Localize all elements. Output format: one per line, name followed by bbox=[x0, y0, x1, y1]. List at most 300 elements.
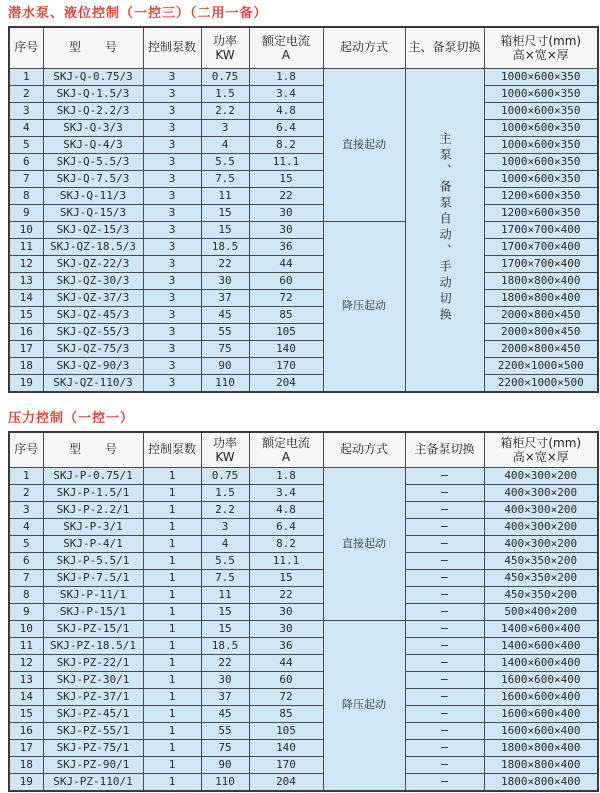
seq-cell: 10 bbox=[9, 621, 43, 638]
header-line1: 箱柜尺寸(mm) bbox=[500, 34, 582, 48]
seq-cell: 4 bbox=[9, 120, 43, 137]
header-row bbox=[9, 27, 598, 69]
table1-title: 潜水泵、液位控制（一控三）（二用一备） bbox=[8, 6, 268, 21]
power-cell: 0.75 bbox=[201, 468, 249, 485]
model-cell: SKJ-PZ-30/1 bbox=[43, 672, 143, 689]
header-line1: 功率 bbox=[212, 436, 237, 450]
switch-mode-cell: − bbox=[405, 536, 484, 553]
table-row bbox=[9, 621, 598, 638]
seq-cell: 19 bbox=[9, 774, 43, 792]
power-cell: 7.5 bbox=[201, 570, 249, 587]
current-cell: 6.4 bbox=[249, 120, 323, 137]
table-row bbox=[9, 256, 598, 273]
model-cell: SKJ-PZ-90/1 bbox=[43, 757, 143, 774]
current-cell: 22 bbox=[249, 587, 323, 604]
cabinet-size-cell: 1400×600×400 bbox=[484, 638, 598, 655]
switch-mode-cell: − bbox=[405, 570, 484, 587]
cabinet-size-cell: 1400×600×400 bbox=[484, 621, 598, 638]
table-row bbox=[9, 519, 598, 536]
seq-cell: 12 bbox=[9, 655, 43, 672]
cabinet-size-cell: 1700×700×400 bbox=[484, 256, 598, 273]
switch-mode-cell: − bbox=[405, 757, 484, 774]
power-cell: 75 bbox=[201, 341, 249, 358]
table-row bbox=[9, 706, 598, 723]
cabinet-size-cell: 400×300×200 bbox=[484, 502, 598, 519]
table-row bbox=[9, 655, 598, 672]
current-cell: 60 bbox=[249, 672, 323, 689]
power-cell: 4 bbox=[201, 137, 249, 154]
col-header-start: 起动方式 bbox=[323, 432, 405, 468]
model-cell: SKJ-Q-4/3 bbox=[43, 137, 143, 154]
table-row bbox=[9, 757, 598, 774]
current-cell: 6.4 bbox=[249, 519, 323, 536]
table-row bbox=[9, 468, 598, 485]
power-cell: 4 bbox=[201, 536, 249, 553]
cabinet-size-cell: 1000×600×350 bbox=[484, 171, 598, 188]
switch-mode-cell: − bbox=[405, 604, 484, 621]
seq-cell: 5 bbox=[9, 536, 43, 553]
pumps-cell: 3 bbox=[143, 239, 201, 256]
model-cell: SKJ-QZ-22/3 bbox=[43, 256, 143, 273]
table-row bbox=[9, 307, 598, 324]
table-row bbox=[9, 324, 598, 341]
pumps-cell: 1 bbox=[143, 655, 201, 672]
header-line1: 额定电流 bbox=[261, 436, 310, 450]
header-line1: 箱柜尺寸(mm) bbox=[500, 436, 582, 450]
col-header-switch: 主、备泵切换 bbox=[405, 27, 484, 69]
start-mode-cell: 直接起动 bbox=[323, 69, 405, 222]
current-cell: 30 bbox=[249, 205, 323, 222]
cabinet-size-cell: 2200×1000×500 bbox=[484, 375, 598, 393]
cabinet-size-cell: 500×400×200 bbox=[484, 604, 598, 621]
model-cell: SKJ-PZ-45/1 bbox=[43, 706, 143, 723]
pumps-cell: 3 bbox=[143, 103, 201, 120]
cabinet-size-cell: 400×300×200 bbox=[484, 468, 598, 485]
switch-mode-cell: − bbox=[405, 638, 484, 655]
table-row bbox=[9, 536, 598, 553]
model-cell: SKJ-P-15/1 bbox=[43, 604, 143, 621]
power-cell: 3 bbox=[201, 519, 249, 536]
table-row bbox=[9, 604, 598, 621]
power-cell: 30 bbox=[201, 273, 249, 290]
model-cell: SKJ-QZ-37/3 bbox=[43, 290, 143, 307]
table-row bbox=[9, 171, 598, 188]
seq-cell: 9 bbox=[9, 604, 43, 621]
model-cell: SKJ-P-11/1 bbox=[43, 587, 143, 604]
pumps-cell: 1 bbox=[143, 689, 201, 706]
model-cell: SKJ-QZ-18.5/3 bbox=[43, 239, 143, 256]
pressure-control-table bbox=[8, 431, 599, 792]
pumps-cell: 1 bbox=[143, 536, 201, 553]
table-row bbox=[9, 672, 598, 689]
col-header-power bbox=[201, 432, 249, 468]
seq-cell: 7 bbox=[9, 171, 43, 188]
table-row bbox=[9, 774, 598, 792]
current-cell: 3.4 bbox=[249, 485, 323, 502]
current-cell: 36 bbox=[249, 638, 323, 655]
table-row bbox=[9, 69, 598, 86]
model-cell: SKJ-Q-11/3 bbox=[43, 188, 143, 205]
current-cell: 170 bbox=[249, 757, 323, 774]
current-cell: 170 bbox=[249, 358, 323, 375]
cabinet-size-cell: 1800×800×400 bbox=[484, 290, 598, 307]
switch-mode-cell: − bbox=[405, 553, 484, 570]
power-cell: 22 bbox=[201, 655, 249, 672]
header-line2: KW bbox=[215, 450, 235, 464]
switch-mode-cell: − bbox=[405, 587, 484, 604]
switch-mode-cell bbox=[405, 69, 484, 393]
current-cell: 85 bbox=[249, 706, 323, 723]
col-header-current bbox=[249, 432, 323, 468]
start-mode-cell: 直接起动 bbox=[323, 468, 405, 621]
table-row bbox=[9, 137, 598, 154]
table-row bbox=[9, 375, 598, 393]
cabinet-size-cell: 2000×800×450 bbox=[484, 307, 598, 324]
model-cell: SKJ-QZ-90/3 bbox=[43, 358, 143, 375]
table-row bbox=[9, 740, 598, 757]
power-cell: 5.5 bbox=[201, 154, 249, 171]
switch-mode-cell: − bbox=[405, 672, 484, 689]
cabinet-size-cell: 400×300×200 bbox=[484, 519, 598, 536]
current-cell: 105 bbox=[249, 324, 323, 341]
header-line2: 高×宽×厚 bbox=[512, 48, 569, 62]
seq-cell: 1 bbox=[9, 69, 43, 86]
current-cell: 204 bbox=[249, 774, 323, 792]
model-cell: SKJ-Q-0.75/3 bbox=[43, 69, 143, 86]
pumps-cell: 1 bbox=[143, 553, 201, 570]
cabinet-size-cell: 450×350×200 bbox=[484, 553, 598, 570]
table-row bbox=[9, 205, 598, 222]
current-cell: 44 bbox=[249, 655, 323, 672]
model-cell: SKJ-QZ-45/3 bbox=[43, 307, 143, 324]
header-line2: KW bbox=[215, 48, 235, 62]
power-cell: 22 bbox=[201, 256, 249, 273]
current-cell: 60 bbox=[249, 273, 323, 290]
table-row bbox=[9, 358, 598, 375]
current-cell: 30 bbox=[249, 222, 323, 239]
col-header-power bbox=[201, 27, 249, 69]
power-cell: 90 bbox=[201, 358, 249, 375]
model-cell: SKJ-PZ-110/1 bbox=[43, 774, 143, 792]
pumps-cell: 3 bbox=[143, 222, 201, 239]
table-row bbox=[9, 485, 598, 502]
cabinet-size-cell: 1600×600×400 bbox=[484, 689, 598, 706]
model-cell: SKJ-PZ-75/1 bbox=[43, 740, 143, 757]
switch-mode-cell: − bbox=[405, 621, 484, 638]
switch-mode-cell: − bbox=[405, 723, 484, 740]
seq-cell: 2 bbox=[9, 485, 43, 502]
pumps-cell: 3 bbox=[143, 171, 201, 188]
seq-cell: 18 bbox=[9, 757, 43, 774]
power-cell: 90 bbox=[201, 757, 249, 774]
power-cell: 15 bbox=[201, 222, 249, 239]
switch-mode-vertical-label: 主泵、备泵自动、手动切换 bbox=[438, 132, 453, 325]
seq-cell: 4 bbox=[9, 519, 43, 536]
power-cell: 45 bbox=[201, 307, 249, 324]
current-cell: 30 bbox=[249, 604, 323, 621]
pumps-cell: 3 bbox=[143, 341, 201, 358]
switch-mode-cell: − bbox=[405, 740, 484, 757]
model-cell: SKJ-Q-15/3 bbox=[43, 205, 143, 222]
model-cell: SKJ-QZ-75/3 bbox=[43, 341, 143, 358]
current-cell: 8.2 bbox=[249, 137, 323, 154]
pumps-cell: 3 bbox=[143, 358, 201, 375]
header-row bbox=[9, 432, 598, 468]
power-cell: 11 bbox=[201, 587, 249, 604]
seq-cell: 19 bbox=[9, 375, 43, 393]
col-header-start: 起动方式 bbox=[323, 27, 405, 69]
pumps-cell: 3 bbox=[143, 256, 201, 273]
seq-cell: 11 bbox=[9, 239, 43, 256]
current-cell: 1.8 bbox=[249, 468, 323, 485]
seq-cell: 3 bbox=[9, 103, 43, 120]
pumps-cell: 3 bbox=[143, 86, 201, 103]
seq-cell: 7 bbox=[9, 570, 43, 587]
table-row bbox=[9, 154, 598, 171]
cabinet-size-cell: 450×350×200 bbox=[484, 587, 598, 604]
table-row bbox=[9, 502, 598, 519]
power-cell: 15 bbox=[201, 205, 249, 222]
seq-cell: 1 bbox=[9, 468, 43, 485]
switch-mode-cell: − bbox=[405, 502, 484, 519]
table-row bbox=[9, 553, 598, 570]
seq-cell: 8 bbox=[9, 188, 43, 205]
header-line1: 额定电流 bbox=[261, 34, 310, 48]
current-cell: 140 bbox=[249, 341, 323, 358]
cabinet-size-cell: 1000×600×350 bbox=[484, 120, 598, 137]
seq-cell: 3 bbox=[9, 502, 43, 519]
col-header-pumps: 控制泵数 bbox=[143, 27, 201, 69]
model-cell: SKJ-P-5.5/1 bbox=[43, 553, 143, 570]
table-row bbox=[9, 290, 598, 307]
table-header bbox=[9, 432, 598, 468]
current-cell: 15 bbox=[249, 171, 323, 188]
pumps-cell: 1 bbox=[143, 519, 201, 536]
power-cell: 15 bbox=[201, 621, 249, 638]
cabinet-size-cell: 1400×600×400 bbox=[484, 655, 598, 672]
start-mode-cell: 降压起动 bbox=[323, 621, 405, 792]
seq-cell: 16 bbox=[9, 723, 43, 740]
cabinet-size-cell: 2000×800×450 bbox=[484, 341, 598, 358]
pumps-cell: 3 bbox=[143, 137, 201, 154]
pumps-cell: 1 bbox=[143, 774, 201, 792]
seq-cell: 9 bbox=[9, 205, 43, 222]
pumps-cell: 1 bbox=[143, 706, 201, 723]
switch-mode-cell: − bbox=[405, 706, 484, 723]
seq-cell: 14 bbox=[9, 290, 43, 307]
power-cell: 37 bbox=[201, 290, 249, 307]
model-cell: SKJ-QZ-110/3 bbox=[43, 375, 143, 393]
model-cell: SKJ-PZ-18.5/1 bbox=[43, 638, 143, 655]
table-row bbox=[9, 239, 598, 256]
cabinet-size-cell: 450×350×200 bbox=[484, 570, 598, 587]
current-cell: 30 bbox=[249, 621, 323, 638]
table-row bbox=[9, 222, 598, 239]
current-cell: 3.4 bbox=[249, 86, 323, 103]
power-cell: 1.5 bbox=[201, 86, 249, 103]
seq-cell: 15 bbox=[9, 706, 43, 723]
col-header-size bbox=[484, 27, 598, 69]
col-header-size bbox=[484, 432, 598, 468]
power-cell: 45 bbox=[201, 706, 249, 723]
seq-cell: 10 bbox=[9, 222, 43, 239]
current-cell: 72 bbox=[249, 290, 323, 307]
cabinet-size-cell: 1600×600×400 bbox=[484, 723, 598, 740]
table-row bbox=[9, 86, 598, 103]
table-body bbox=[9, 69, 598, 393]
table-row bbox=[9, 120, 598, 137]
current-cell: 15 bbox=[249, 570, 323, 587]
power-cell: 110 bbox=[201, 774, 249, 792]
power-cell: 37 bbox=[201, 689, 249, 706]
switch-mode-cell: − bbox=[405, 774, 484, 792]
seq-cell: 6 bbox=[9, 553, 43, 570]
col-header-seq: 序号 bbox=[9, 432, 43, 468]
model-cell: SKJ-QZ-15/3 bbox=[43, 222, 143, 239]
pumps-cell: 3 bbox=[143, 290, 201, 307]
table-row bbox=[9, 689, 598, 706]
current-cell: 4.8 bbox=[249, 103, 323, 120]
power-cell: 2.2 bbox=[201, 103, 249, 120]
model-cell: SKJ-Q-7.5/3 bbox=[43, 171, 143, 188]
current-cell: 36 bbox=[249, 239, 323, 256]
seq-cell: 5 bbox=[9, 137, 43, 154]
power-cell: 15 bbox=[201, 604, 249, 621]
cabinet-size-cell: 1000×600×350 bbox=[484, 69, 598, 86]
power-cell: 110 bbox=[201, 375, 249, 393]
table-row bbox=[9, 103, 598, 120]
power-cell: 5.5 bbox=[201, 553, 249, 570]
cabinet-size-cell: 1600×600×400 bbox=[484, 706, 598, 723]
cabinet-size-cell: 2000×800×450 bbox=[484, 324, 598, 341]
pumps-cell: 1 bbox=[143, 502, 201, 519]
model-cell: SKJ-P-4/1 bbox=[43, 536, 143, 553]
power-cell: 18.5 bbox=[201, 638, 249, 655]
seq-cell: 16 bbox=[9, 324, 43, 341]
pumps-cell: 1 bbox=[143, 757, 201, 774]
current-cell: 140 bbox=[249, 740, 323, 757]
power-cell: 75 bbox=[201, 740, 249, 757]
model-cell: SKJ-PZ-15/1 bbox=[43, 621, 143, 638]
model-cell: SKJ-Q-3/3 bbox=[43, 120, 143, 137]
seq-cell: 13 bbox=[9, 273, 43, 290]
current-cell: 105 bbox=[249, 723, 323, 740]
col-header-model: 型 号 bbox=[43, 432, 143, 468]
pumps-cell: 1 bbox=[143, 587, 201, 604]
model-cell: SKJ-P-0.75/1 bbox=[43, 468, 143, 485]
cabinet-size-cell: 1800×800×400 bbox=[484, 740, 598, 757]
switch-mode-cell: − bbox=[405, 468, 484, 485]
seq-cell: 17 bbox=[9, 341, 43, 358]
switch-mode-cell: − bbox=[405, 689, 484, 706]
pumps-cell: 3 bbox=[143, 120, 201, 137]
pumps-cell: 1 bbox=[143, 740, 201, 757]
model-cell: SKJ-QZ-55/3 bbox=[43, 324, 143, 341]
seq-cell: 11 bbox=[9, 638, 43, 655]
seq-cell: 6 bbox=[9, 154, 43, 171]
seq-cell: 14 bbox=[9, 689, 43, 706]
current-cell: 11.1 bbox=[249, 553, 323, 570]
seq-cell: 17 bbox=[9, 740, 43, 757]
header-line2: A bbox=[281, 48, 291, 62]
pumps-cell: 3 bbox=[143, 188, 201, 205]
pumps-cell: 3 bbox=[143, 324, 201, 341]
pumps-cell: 1 bbox=[143, 672, 201, 689]
seq-cell: 15 bbox=[9, 307, 43, 324]
pumps-cell: 3 bbox=[143, 273, 201, 290]
pumps-cell: 3 bbox=[143, 375, 201, 393]
model-cell: SKJ-P-1.5/1 bbox=[43, 485, 143, 502]
power-cell: 30 bbox=[201, 672, 249, 689]
table-body bbox=[9, 468, 598, 792]
pumps-cell: 1 bbox=[143, 638, 201, 655]
table-row bbox=[9, 587, 598, 604]
header-line2: 高×宽×厚 bbox=[512, 450, 569, 464]
model-cell: SKJ-PZ-55/1 bbox=[43, 723, 143, 740]
table-row bbox=[9, 638, 598, 655]
model-cell: SKJ-QZ-30/3 bbox=[43, 273, 143, 290]
cabinet-size-cell: 400×300×200 bbox=[484, 536, 598, 553]
header-line2: A bbox=[281, 450, 291, 464]
pumps-cell: 1 bbox=[143, 723, 201, 740]
current-cell: 72 bbox=[249, 689, 323, 706]
power-cell: 55 bbox=[201, 723, 249, 740]
cabinet-size-cell: 1700×700×400 bbox=[484, 222, 598, 239]
seq-cell: 8 bbox=[9, 587, 43, 604]
start-mode-cell: 降压起动 bbox=[323, 222, 405, 393]
model-cell: SKJ-PZ-22/1 bbox=[43, 655, 143, 672]
col-header-seq: 序号 bbox=[9, 27, 43, 69]
col-header-switch: 主备泵切换 bbox=[405, 432, 484, 468]
seq-cell: 13 bbox=[9, 672, 43, 689]
cabinet-size-cell: 1000×600×350 bbox=[484, 103, 598, 120]
cabinet-size-cell: 1000×600×350 bbox=[484, 86, 598, 103]
table-row bbox=[9, 723, 598, 740]
power-cell: 18.5 bbox=[201, 239, 249, 256]
pumps-cell: 3 bbox=[143, 69, 201, 86]
current-cell: 11.1 bbox=[249, 154, 323, 171]
pumps-cell: 1 bbox=[143, 485, 201, 502]
model-cell: SKJ-PZ-37/1 bbox=[43, 689, 143, 706]
table2-title: 压力控制（一控一） bbox=[8, 411, 135, 426]
switch-mode-cell: − bbox=[405, 485, 484, 502]
col-header-current bbox=[249, 27, 323, 69]
table-row bbox=[9, 188, 598, 205]
cabinet-size-cell: 400×300×200 bbox=[484, 485, 598, 502]
model-cell: SKJ-Q-2.2/3 bbox=[43, 103, 143, 120]
current-cell: 4.8 bbox=[249, 502, 323, 519]
current-cell: 1.8 bbox=[249, 69, 323, 86]
current-cell: 22 bbox=[249, 188, 323, 205]
seq-cell: 12 bbox=[9, 256, 43, 273]
cabinet-size-cell: 1200×600×350 bbox=[484, 205, 598, 222]
pumps-cell: 1 bbox=[143, 621, 201, 638]
power-cell: 7.5 bbox=[201, 171, 249, 188]
power-cell: 1.5 bbox=[201, 485, 249, 502]
power-cell: 11 bbox=[201, 188, 249, 205]
model-cell: SKJ-P-7.5/1 bbox=[43, 570, 143, 587]
power-cell: 55 bbox=[201, 324, 249, 341]
col-header-pumps: 控制泵数 bbox=[143, 432, 201, 468]
cabinet-size-cell: 2200×1000×500 bbox=[484, 358, 598, 375]
seq-cell: 2 bbox=[9, 86, 43, 103]
pumps-cell: 3 bbox=[143, 307, 201, 324]
cabinet-size-cell: 1000×600×350 bbox=[484, 154, 598, 171]
table-row bbox=[9, 570, 598, 587]
cabinet-size-cell: 1800×800×400 bbox=[484, 273, 598, 290]
current-cell: 204 bbox=[249, 375, 323, 393]
seq-cell: 18 bbox=[9, 358, 43, 375]
